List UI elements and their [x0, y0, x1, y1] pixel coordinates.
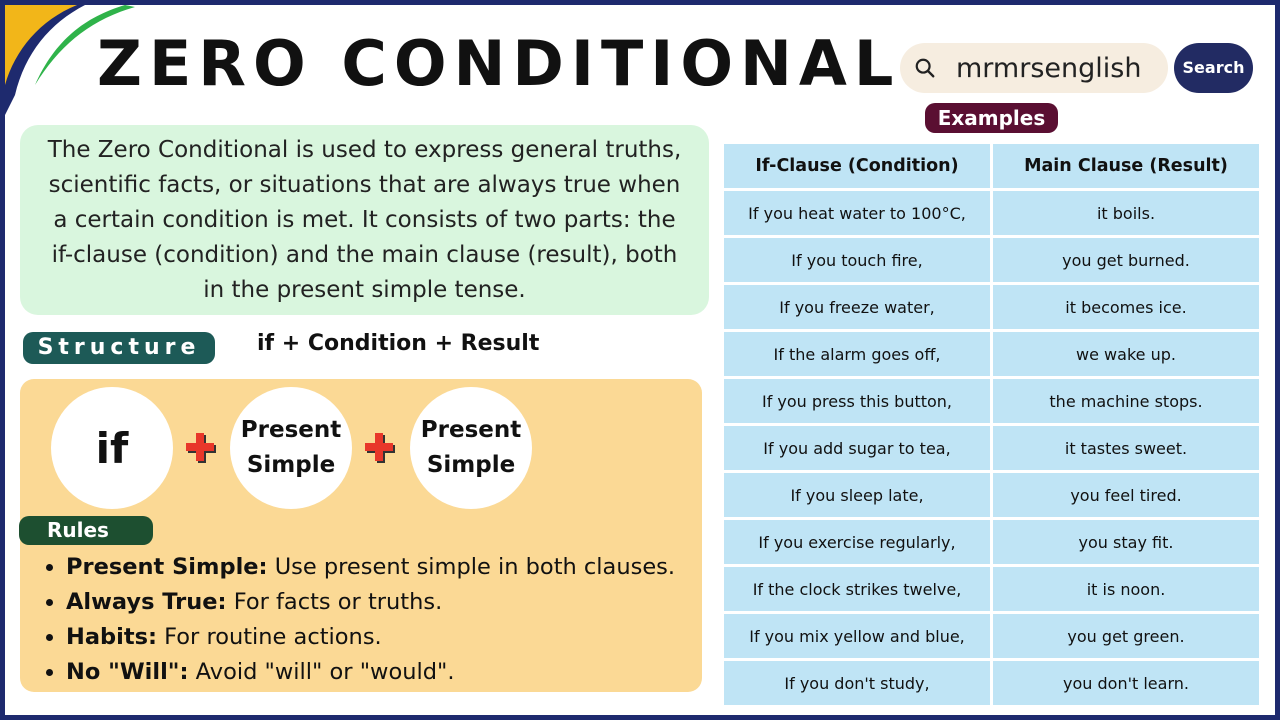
rule-term: Present Simple: — [66, 554, 268, 580]
main-clause-cell: it tastes sweet. — [993, 426, 1259, 470]
table-row — [724, 285, 1259, 329]
table-row — [724, 332, 1259, 376]
rules-list — [20, 550, 710, 690]
if-clause-cell: If the alarm goes off, — [724, 332, 990, 376]
table-header-row — [724, 144, 1259, 188]
table-row — [724, 567, 1259, 611]
rule-text: Avoid "will" or "would". — [188, 659, 455, 685]
rule-term: Always True: — [66, 589, 227, 615]
search-input[interactable]: mrmrsenglish — [956, 53, 1142, 84]
table-row — [724, 614, 1259, 658]
main-clause-cell: you feel tired. — [993, 473, 1259, 517]
circle-present-simple-2 — [410, 387, 532, 509]
circle-if — [51, 387, 173, 509]
rule-text: For facts or truths. — [226, 589, 443, 615]
if-clause-cell: If you don't study, — [724, 661, 990, 705]
header-main-clause: Main Clause (Result) — [993, 144, 1259, 188]
page-title: ZERO CONDITIONAL — [97, 27, 901, 100]
circle-line: Present — [420, 417, 522, 443]
table-row — [724, 661, 1259, 705]
rule-item — [66, 550, 710, 585]
main-clause-cell: you get green. — [993, 614, 1259, 658]
rule-term: No "Will": — [66, 659, 189, 685]
table-row — [724, 238, 1259, 282]
rule-text: For routine actions. — [156, 624, 382, 650]
search-box[interactable] — [900, 43, 1168, 93]
if-clause-cell: If you press this button, — [724, 379, 990, 423]
circle-line: Simple — [426, 452, 516, 478]
rule-term: Habits: — [66, 624, 157, 650]
main-clause-cell: you stay fit. — [993, 520, 1259, 564]
if-clause-cell: If you heat water to 100°C, — [724, 191, 990, 235]
if-clause-cell: If you add sugar to tea, — [724, 426, 990, 470]
table-row — [724, 520, 1259, 564]
rule-text: Use present simple in both clauses. — [267, 554, 676, 580]
rule-item — [66, 655, 710, 690]
table-row — [724, 379, 1259, 423]
if-clause-cell: If you freeze water, — [724, 285, 990, 329]
circle-line: Simple — [246, 452, 336, 478]
main-clause-cell: the machine stops. — [993, 379, 1259, 423]
circle-present-simple-1 — [230, 387, 352, 509]
intro-description: The Zero Conditional is used to express general truths, scientific facts, or situations that are always true when a certain condition is met. It consists of two parts: the if-clause (condition) and the main clause (result), both in the present simple tense. — [20, 125, 709, 315]
table-row — [724, 191, 1259, 235]
if-clause-cell: If you sleep late, — [724, 473, 990, 517]
main-clause-cell: it is noon. — [993, 567, 1259, 611]
if-clause-cell: If you exercise regularly, — [724, 520, 990, 564]
structure-badge: Structure — [23, 332, 215, 364]
main-clause-cell: you don't learn. — [993, 661, 1259, 705]
if-clause-cell: If you mix yellow and blue, — [724, 614, 990, 658]
structure-formula: if + Condition + Result — [257, 331, 540, 356]
search-button[interactable]: Search — [1174, 43, 1253, 93]
main-clause-cell: it boils. — [993, 191, 1259, 235]
main-clause-cell: we wake up. — [993, 332, 1259, 376]
main-clause-cell: it becomes ice. — [993, 285, 1259, 329]
circle-if-label: if — [95, 423, 129, 473]
examples-badge: Examples — [925, 103, 1058, 133]
main-clause-cell: you get burned. — [993, 238, 1259, 282]
rule-item — [66, 585, 710, 620]
search-icon — [914, 57, 936, 79]
page — [5, 5, 1275, 715]
if-clause-cell: If the clock strikes twelve, — [724, 567, 990, 611]
examples-table — [721, 141, 1262, 708]
table-row — [724, 473, 1259, 517]
if-clause-cell: If you touch fire, — [724, 238, 990, 282]
rules-badge: Rules — [19, 516, 153, 545]
plus-icon — [359, 427, 399, 467]
table-row — [724, 426, 1259, 470]
header-if-clause: If-Clause (Condition) — [724, 144, 990, 188]
circle-line: Present — [240, 417, 342, 443]
rule-item — [66, 620, 710, 655]
plus-icon — [180, 427, 220, 467]
